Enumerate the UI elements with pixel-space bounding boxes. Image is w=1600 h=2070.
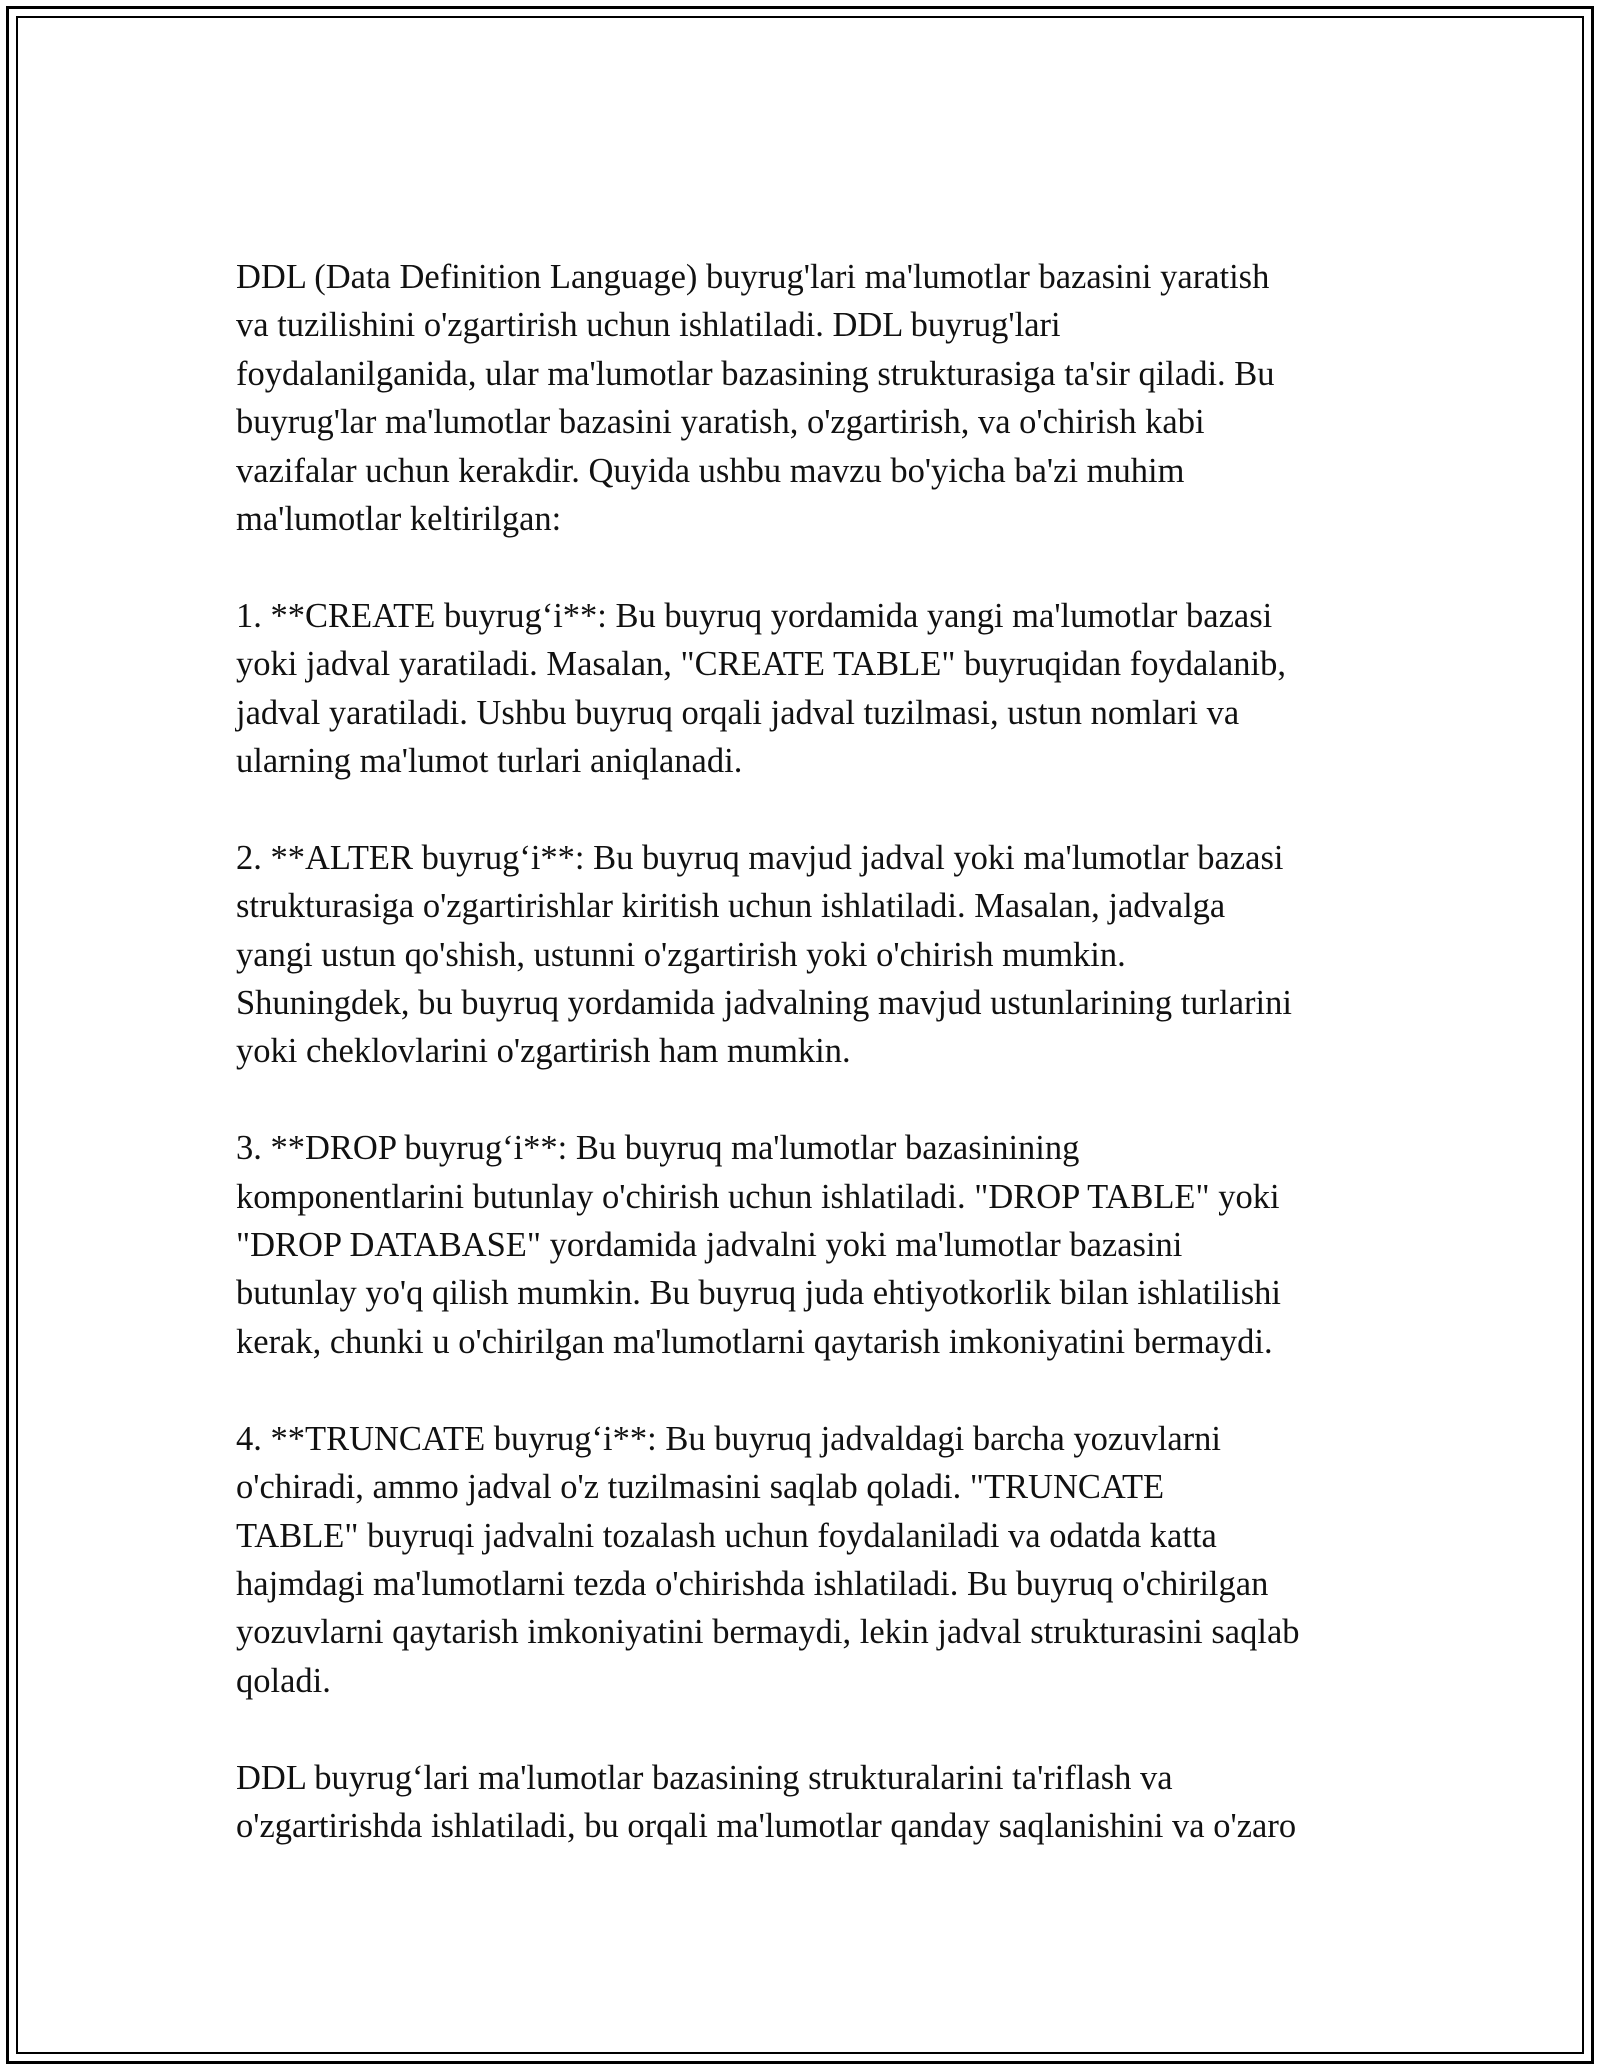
summary-paragraph	[236, 1754, 1386, 1851]
create-paragraph	[236, 592, 1386, 786]
truncate-paragraph	[236, 1415, 1386, 1705]
text-line: vazifalar uchun kerakdir. Quyida ushbu mavzu bo'yicha ba'zi muhim	[236, 451, 1185, 490]
text-line: yoki jadval yaratiladi. Masalan, "CREATE TABLE" buyruqidan foydalanib,	[236, 645, 1286, 684]
intro-paragraph	[236, 253, 1386, 543]
text-line: 4. **TRUNCATE buyrug‘i**: Bu buyruq jadvaldagi barcha yozuvlarni	[236, 1419, 1221, 1458]
text-line: "DROP DATABASE" yordamida jadvalni yoki ma'lumotlar bazasini	[236, 1226, 1183, 1265]
text-line: o'chiradi, ammo jadval o'z tuzilmasini saqlab qoladi. "TRUNCATE	[236, 1468, 1165, 1507]
text-line: jadval yaratiladi. Ushbu buyruq orqali jadval tuzilmasi, ustun nomlari va	[236, 693, 1240, 732]
text-line: TABLE" buyruqi jadvalni tozalash uchun foydalaniladi va odatda katta	[236, 1516, 1217, 1555]
text-line: 3. **DROP buyrug‘i**: Bu buyruq ma'lumotlar bazasinining	[236, 1129, 1080, 1168]
text-line: DDL (Data Definition Language) buyrug'lari ma'lumotlar bazasini yaratish	[236, 258, 1270, 296]
document-body	[236, 253, 1386, 1899]
text-line: butunlay yo'q qilish mumkin. Bu buyruq juda ehtiyotkorlik bilan ishlatilishi	[236, 1274, 1282, 1313]
text-line: kerak, chunki u o'chirilgan ma'lumotlarni qaytarish imkoniyatini bermaydi.	[236, 1322, 1273, 1361]
text-line: ma'lumotlar keltirilgan:	[236, 500, 562, 539]
text-line: Shuningdek, bu buyruq yordamida jadvalning mavjud ustunlarining turlarini	[236, 984, 1292, 1023]
text-line: qoladi.	[236, 1661, 331, 1700]
text-line: hajmdagi ma'lumotlarni tezda o'chirishda ishlatiladi. Bu buyruq o'chirilgan	[236, 1564, 1269, 1603]
text-line: yangi ustun qo'shish, ustunni o'zgartirish yoki o'chirish mumkin.	[236, 935, 1126, 974]
text-line: komponentlarini butunlay o'chirish uchun ishlatiladi. "DROP TABLE" yoki	[236, 1177, 1280, 1216]
text-line: 1. **CREATE buyrug‘i**: Bu buyruq yordamida yangi ma'lumotlar bazasi	[236, 596, 1273, 635]
text-line: foydalanilganida, ular ma'lumotlar bazasining strukturasiga ta'sir qiladi. Bu	[236, 354, 1275, 393]
text-line: va tuzilishini o'zgartirish uchun ishlatiladi. DDL buyrug'lari	[236, 306, 1061, 345]
text-line: ularning ma'lumot turlari aniqlanadi.	[236, 742, 743, 781]
text-line: o'zgartirishda ishlatiladi, bu orqali ma'lumotlar qanday saqlanishini va o'zaro	[236, 1806, 1297, 1845]
text-line: yozuvlarni qaytarish imkoniyatini bermaydi, lekin jadval strukturasini saqlab	[236, 1613, 1300, 1652]
text-line: DDL buyrug‘lari ma'lumotlar bazasining strukturalarini ta'riflash va	[236, 1758, 1173, 1797]
text-line: buyrug'lar ma'lumotlar bazasini yaratish, o'zgartirish, va o'chirish kabi	[236, 403, 1205, 442]
text-line: yoki cheklovlarini o'zgartirish ham mumkin.	[236, 1032, 851, 1071]
text-line: strukturasiga o'zgartirishlar kiritish uchun ishlatiladi. Masalan, jadvalga	[236, 887, 1226, 926]
text-line: 2. **ALTER buyrug‘i**: Bu buyruq mavjud jadval yoki ma'lumotlar bazasi	[236, 838, 1284, 877]
alter-paragraph	[236, 834, 1386, 1076]
drop-paragraph	[236, 1124, 1386, 1366]
